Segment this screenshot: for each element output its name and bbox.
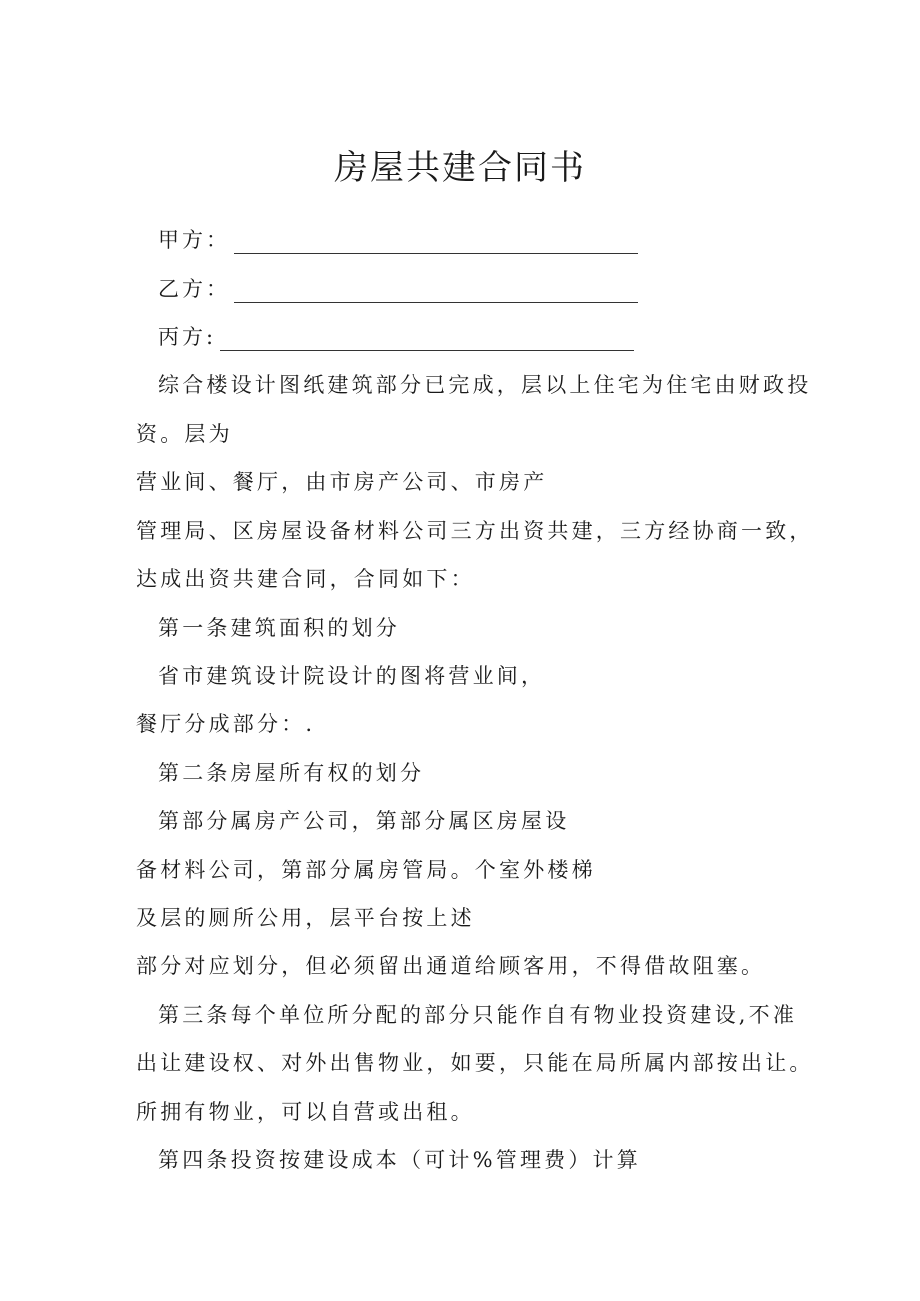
article-heading: 第三条每个单位所分配的部分只能作自有物业投资建设,不准 — [158, 1003, 798, 1027]
body-line: 管理局、区房屋设备材料公司三方出资共建，三方经协商一致， — [136, 519, 814, 543]
party-b-blank — [234, 282, 638, 303]
body-line: 营业间、餐厅，由市房产公司、市房产 — [136, 470, 548, 494]
body-line: 综合楼设计图纸建筑部分已完成，层以上住宅为住宅由财政投 — [158, 373, 812, 397]
article-heading: 第一条建筑面积的划分 — [158, 616, 400, 640]
body-line: 部分对应划分，但必须留出通道给顾客用，不得借故阻塞。 — [136, 954, 766, 978]
party-a-row — [158, 226, 638, 254]
party-c-label: 丙方: — [158, 325, 217, 349]
party-b-label: 乙方： — [158, 277, 230, 301]
party-c-blank — [220, 330, 634, 351]
party-b-row — [158, 275, 638, 303]
article-heading: 第四条投资按建设成本（可计%管理费）计算 — [158, 1148, 641, 1172]
body-line: 备材料公司，第部分属房管局。个室外楼梯 — [136, 858, 596, 882]
body-line: 省市建筑设计院设计的图将营业间， — [158, 664, 546, 688]
body-line: 第部分属房产公司，第部分属区房屋设 — [158, 809, 570, 833]
document-title: 房屋共建合同书 — [334, 148, 586, 188]
body-line: 出让建设权、对外出售物业，如要，只能在局所属内部按出让。 — [136, 1051, 814, 1075]
body-line: 所拥有物业，可以自营或出租。 — [136, 1100, 475, 1124]
body-line: 及层的厕所公用，层平台按上述 — [136, 906, 475, 930]
party-a-blank — [234, 233, 638, 254]
article-heading: 第二条房屋所有权的划分 — [158, 761, 425, 785]
body-line: 资。层为 — [136, 422, 233, 446]
body-line: 达成出资共建合同，合同如下： — [136, 567, 475, 591]
body-line: 餐厅分成部分：. — [136, 712, 316, 736]
party-c-row — [158, 323, 634, 351]
party-a-label: 甲方： — [158, 228, 230, 252]
